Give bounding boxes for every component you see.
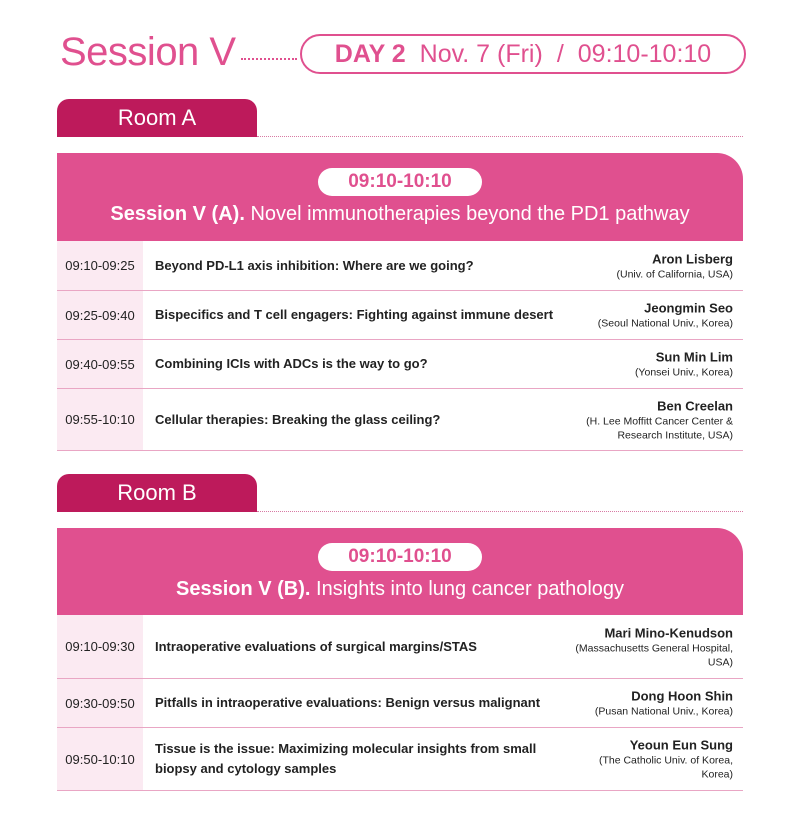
talk-topic: Tissue is the issue: Maximizing molecular insights from small biopsy and cytology samples — [155, 741, 537, 776]
room-b-divider — [257, 511, 743, 512]
speaker — [533, 688, 733, 719]
speaker-affiliation: (Massachusetts General Hospital, USA) — [575, 642, 733, 668]
speaker — [533, 349, 733, 380]
room-b-session-name — [57, 578, 743, 601]
speaker — [558, 624, 733, 669]
room-a-tab: Room A — [57, 99, 257, 137]
talk-time: 09:10-09:30 — [57, 615, 143, 678]
dotted-divider — [241, 58, 297, 60]
room-b-time-pill: 09:10-10:10 — [318, 543, 482, 571]
talk-time: 09:25-09:40 — [57, 291, 143, 339]
session-header — [60, 28, 760, 80]
room-b-session-code: Session V (B). — [175, 578, 311, 600]
talk-topic: Combining ICIs with ADCs is the way to go? — [155, 356, 428, 371]
room-b-session-header — [57, 528, 743, 613]
room-a-session-title: Novel immunotherapies beyond the PD1 pathway — [250, 203, 690, 225]
talk-time: 09:30-09:50 — [57, 679, 143, 727]
session-time: 09:10-10:10 — [577, 39, 712, 68]
room-a-session-code: Session V (A). — [110, 203, 245, 225]
talk-time: 09:10-09:25 — [57, 241, 143, 290]
talk-time: 09:50-10:10 — [57, 728, 143, 790]
talk-topic: Cellular therapies: Breaking the glass ceiling? — [155, 411, 441, 427]
session-title: Session V — [60, 30, 236, 74]
room-a-session-header — [57, 153, 743, 239]
speaker-name: Yeoun Eun Sung — [629, 737, 733, 753]
table-row — [57, 241, 743, 291]
room-a-time-pill: 09:10-10:10 — [318, 168, 482, 196]
speaker-affiliation: (Seoul National Univ., Korea) — [597, 317, 733, 330]
speaker-name: Sun Min Lim — [655, 349, 733, 365]
table-row — [57, 615, 743, 679]
speaker-name: Ben Creelan — [657, 398, 733, 413]
room-a-session-name — [57, 203, 743, 226]
speaker-name: Dong Hoon Shin — [631, 688, 733, 704]
speaker-affiliation: (Pusan National Univ., Korea) — [594, 705, 733, 718]
day-time-pill — [300, 34, 746, 74]
speaker — [533, 250, 733, 281]
table-row — [57, 389, 743, 451]
room-b-tab: Room B — [57, 474, 257, 512]
room-b-schedule-table — [57, 613, 743, 791]
speaker — [573, 737, 733, 782]
talk-topic: Bispecifics and T cell engagers: Fighting against immune desert — [155, 307, 554, 322]
table-row — [57, 728, 743, 791]
day-label: DAY 2 — [334, 39, 406, 68]
talk-time: 09:55-10:10 — [57, 389, 143, 450]
speaker — [533, 300, 733, 331]
separator: / — [556, 39, 564, 68]
talk-topic: Beyond PD-L1 axis inhibition: Where are we going? — [155, 257, 474, 273]
room-a-schedule-table — [57, 239, 743, 451]
speaker-affiliation: (H. Lee Moffitt Cancer Center & Research Institute, USA) — [586, 415, 733, 441]
table-row — [57, 340, 743, 389]
room-b-session-title: Insights into lung cancer pathology — [316, 578, 625, 600]
speaker-name: Mari Mino-Kenudson — [604, 625, 733, 640]
table-row — [57, 679, 743, 728]
speaker-affiliation: (Univ. of California, USA) — [616, 268, 733, 280]
table-row — [57, 291, 743, 340]
speaker-affiliation: (Yonsei Univ., Korea) — [634, 366, 733, 379]
speaker-name: Jeongmin Seo — [644, 300, 733, 316]
talk-topic: Intraoperative evaluations of surgical margins/STAS — [155, 638, 477, 654]
speaker-name: Aron Lisberg — [652, 251, 733, 266]
room-a-divider — [257, 136, 743, 137]
date-label: Nov. 7 (Fri) — [419, 39, 543, 68]
talk-time: 09:40-09:55 — [57, 340, 143, 388]
talk-topic: Pitfalls in intraoperative evaluations: Benign versus malignant — [155, 695, 541, 710]
speaker-affiliation: (The Catholic Univ. of Korea, Korea) — [598, 754, 733, 781]
speaker — [573, 397, 733, 442]
